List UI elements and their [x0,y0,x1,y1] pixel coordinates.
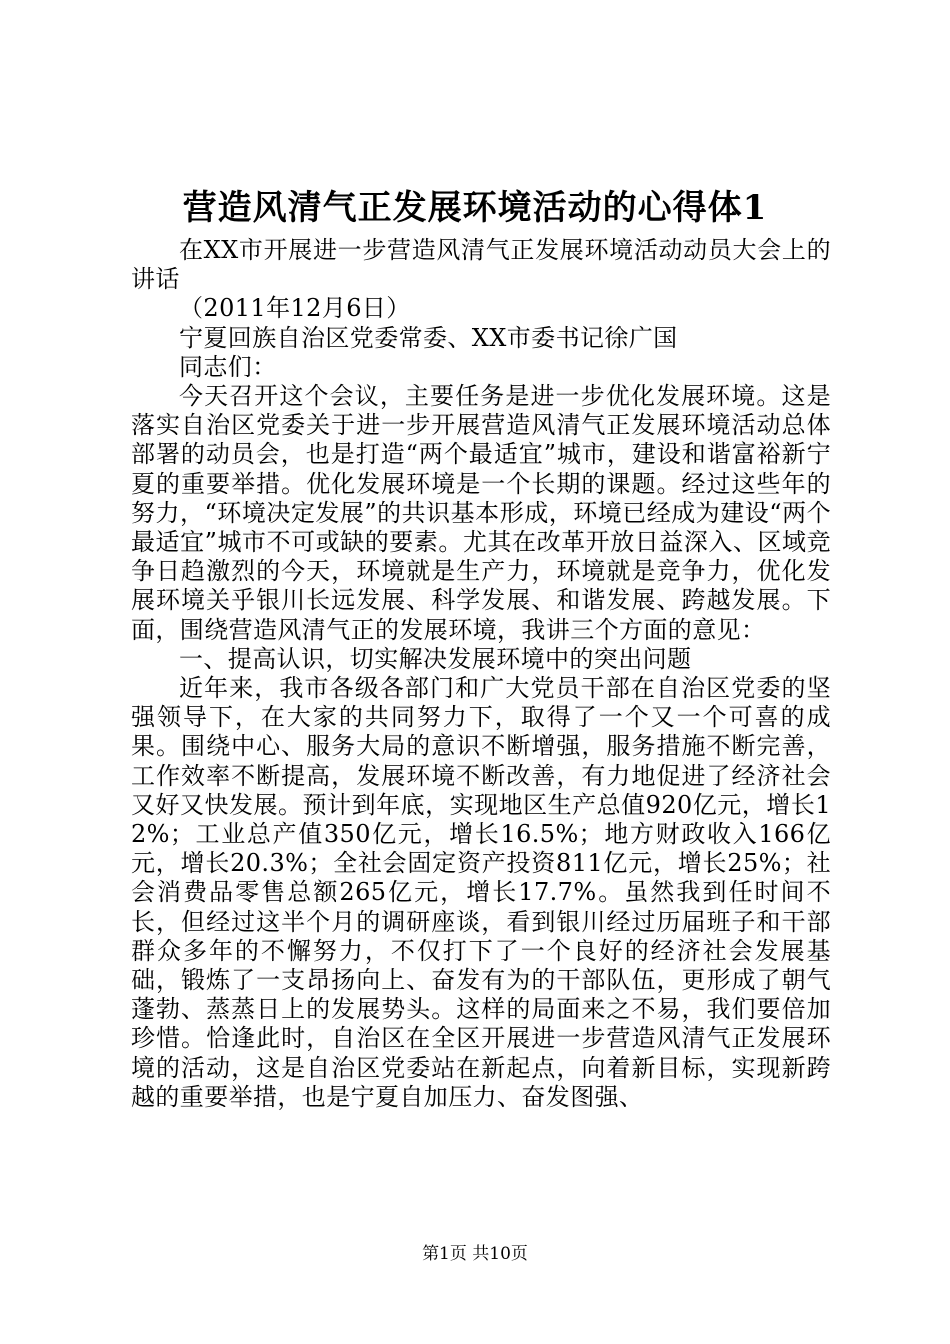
page-footer: 第1页 共10页 [422,1244,528,1264]
speaker-line: 宁夏回族自治区党委常委、XX市委书记徐广国 [179,323,678,352]
body-paragraph-intro: 今天召开这个会议，主要任务是进一步优化发展环境。这是落实自治区党委关于进一步开展营造风清气正发展环境活动总体部署的动员会，也是打造“两个最适宜”城市，建设和谐富裕新宁夏的重要举措。优化发展环境是一个长期的课题。经过这些年的努力，“环境决定发展”的共识基本形成，环境已经成为建设“两个最适宜”城市不可或缺的要素。尤其在改革开放日益深入、区域竞争日趋激烈的今天，环境就是生产力，环境就是竞争力，优化发展环境关乎银川长远发展、科学发展、和谐发展、跨越发展。下面，围绕营造风清气正的发展环境，我讲三个方面的意见： [131,382,831,644]
speech-heading: 在XX市开展进一步营造风清气正发展环境活动动员大会上的讲话 [131,236,831,294]
document-body [131,236,831,1112]
section-heading-1: 一、提高认识，切实解决发展环境中的突出问题 [179,644,692,673]
salutation: 同志们： [179,352,277,381]
body-paragraph-achievements: 近年来，我市各级各部门和广大党员干部在自治区党委的坚强领导下，在大家的共同努力下，取得了一个又一个可喜的成果。围绕中心、服务大局的意识不断增强，服务措施不断完善，工作效率不断提高，发展环境不断改善，有力地促进了经济社会又好又快发展。预计到年底，实现地区生产总值920亿元，增长12%；工业总产值350亿元，增长16.5%；地方财政收入166亿元，增长20.3%；全社会固定资产投资811亿元，增长25%；社会消费品零售总额265亿元，增长17.7%。虽然我到任时间不长，但经过这半个月的调研座谈，看到银川经过历届班子和干部群众多年的不懈努力，不仅打下了一个良好的经济社会发展基础，锻炼了一支昂扬向上、奋发有为的干部队伍，更形成了朝气蓬勃、蒸蒸日上的发展势头。这样的局面来之不易，我们要倍加珍惜。恰逢此时，自治区在全区开展进一步营造风清气正发展环境的活动，这是自治区党委站在新起点，向着新目标，实现新跨越的重要举措，也是宁夏自加压力、奋发图强、 [131,674,831,1111]
speech-date: （2011年12月6日） [179,294,411,323]
document-title: 营造风清气正发展环境活动的心得体1 [182,188,768,228]
